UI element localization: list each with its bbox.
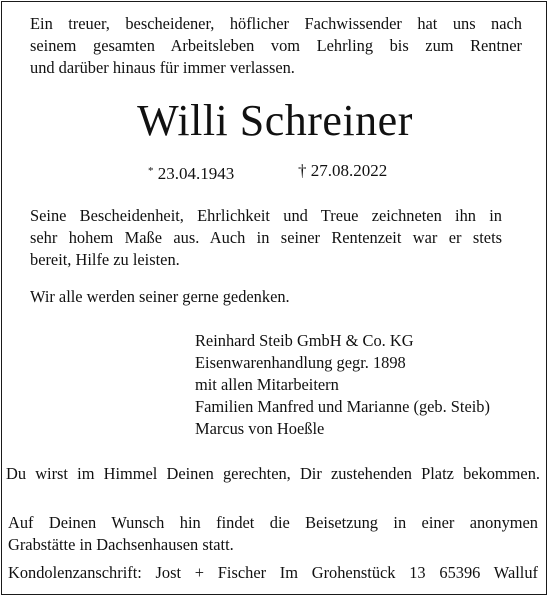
burial-line: Auf Deinen Wunsch hin findet die Beisetzung in einer anonymen: [8, 513, 538, 532]
death-symbol: †: [298, 161, 307, 180]
signer-line: Reinhard Steib GmbH & Co. KG: [195, 331, 414, 350]
closing-line: Wir alle werden seiner gerne gedenken.: [30, 287, 290, 306]
tribute-paragraph: [30, 205, 502, 271]
tribute-line: sehr hohem Maße aus. Auch in seiner Rentenzeit war er stets: [30, 228, 502, 247]
tribute-line: Seine Bescheidenheit, Ehrlichkeit und Treue zeichneten ihn in: [30, 206, 502, 225]
condolence-address: [8, 562, 538, 584]
intro-paragraph: [30, 13, 522, 79]
intro-line: seinem gesamten Arbeitsleben vom Lehrling bis zum Rentner: [30, 36, 522, 55]
heaven-quote: [6, 463, 540, 485]
birth-symbol: *: [148, 165, 154, 177]
burial-line: Grabstätte in Dachsenhausen statt.: [8, 535, 234, 554]
intro-line: und darüber hinaus für immer verlassen.: [30, 58, 295, 77]
burial-paragraph: [8, 512, 538, 556]
death-date: 27.08.2022: [310, 161, 388, 180]
intro-line: Ein treuer, bescheidener, höflicher Fachwissender hat uns nach: [30, 14, 522, 33]
signer-line: Eisenwarenhandlung gegr. 1898: [195, 353, 406, 372]
death-date-line: [298, 160, 387, 182]
signers-list: [195, 330, 490, 440]
birth-date-line: [148, 160, 234, 185]
signer-line: mit allen Mitarbeitern: [195, 375, 339, 394]
tribute-line: bereit, Hilfe zu leisten.: [30, 250, 180, 269]
deceased-name: Willi Schreiner: [137, 96, 413, 145]
condolence-text: Kondolenzanschrift: Jost + Fischer Im Grohenstück 13 65396 Walluf: [8, 563, 538, 582]
signer-line: Familien Manfred und Marianne (geb. Steib): [195, 397, 490, 416]
heaven-quote-text: Du wirst im Himmel Deinen gerechten, Dir zustehenden Platz bekommen.: [6, 464, 540, 483]
signer-line: Marcus von Hoeßle: [195, 419, 325, 438]
birth-date: 23.04.1943: [157, 164, 235, 183]
